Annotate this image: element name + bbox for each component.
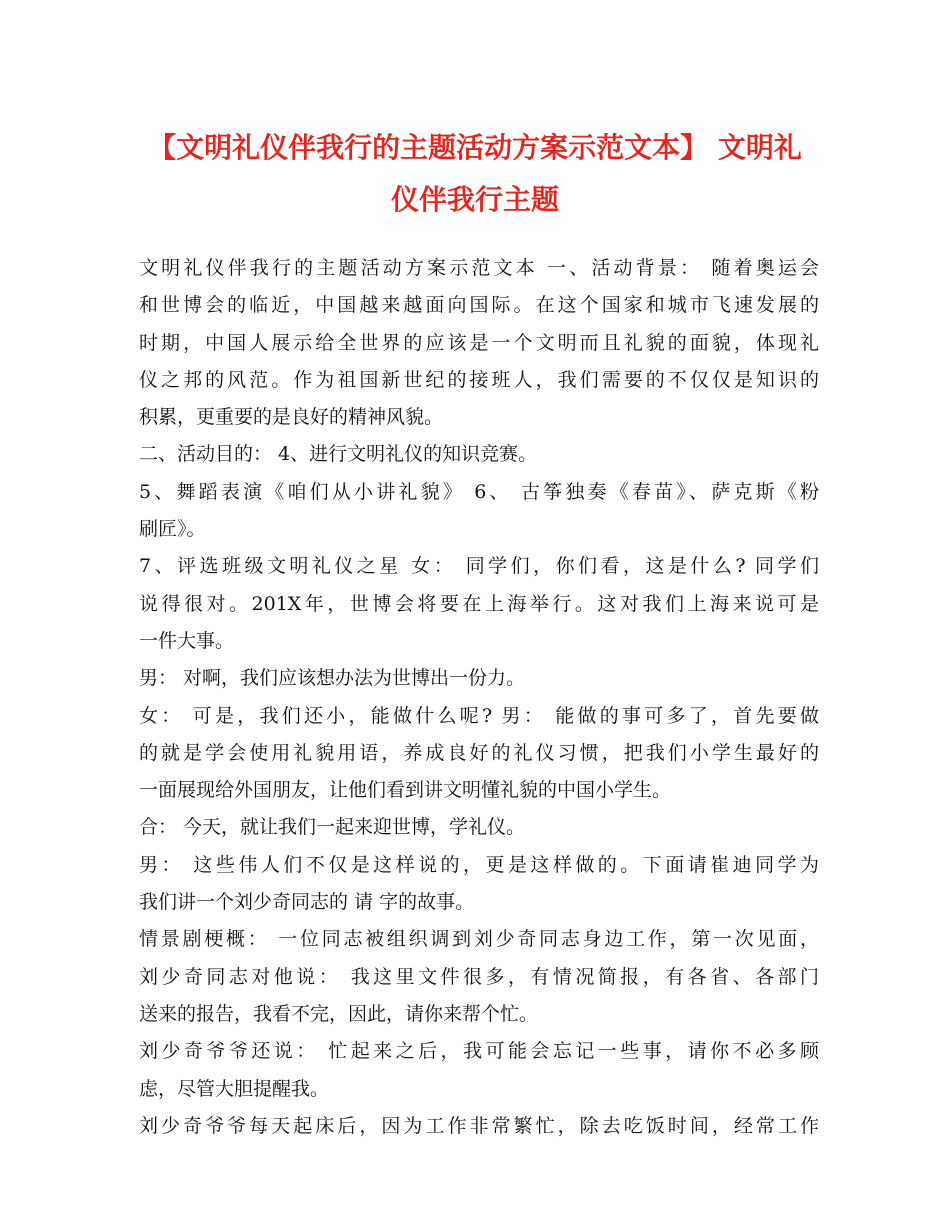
body-line: 刷匠》。: [139, 518, 206, 541]
body-line: 7、评选班级文明礼仪之星 女： 同学们，你们看，这是什么? 同学们: [139, 555, 819, 578]
body-line: 一面展现给外国朋友，让他们看到讲文明懂礼貌的中国小学生。: [139, 779, 672, 802]
body-line: 5、舞蹈表演《咱们从小讲礼貌》 6、 古筝独奏《春苗》、萨克斯《粉: [139, 480, 819, 503]
body-line: 我们讲一个刘少奇同志的 请 字的故事。: [139, 891, 475, 914]
body-line: 说得很对。201X年，世博会将要在上海举行。这对我们上海来说可是: [139, 592, 819, 615]
body-line: 积累，更重要的是良好的精神风貌。: [139, 406, 444, 429]
title-line: 【文明礼仪伴我行的主题活动方案示范文本】 文明礼: [148, 131, 802, 164]
body-line: 合： 今天，就让我们一起来迎世博，学礼仪。: [139, 816, 526, 839]
body-line: 虑，尽管大胆提醒我。: [139, 1077, 330, 1100]
document-body: [139, 250, 819, 1145]
body-line: 刘少奇同志对他说： 我这里文件很多，有情况简报，有各省、各部门: [139, 965, 819, 988]
body-line: 情景剧梗概： 一位同志被组织调到刘少奇同志身边工作，第一次见面，: [139, 928, 819, 951]
body-line: 仪之邦的风范。作为祖国新世纪的接班人，我们需要的不仅仅是知识的: [139, 368, 819, 391]
body-line: 男： 这些伟人们不仅是这样说的，更是这样做的。下面请崔迪同学为: [139, 853, 819, 876]
body-line: 和世博会的临近，中国越来越面向国际。在这个国家和城市飞速发展的: [139, 294, 819, 317]
title-line: 仪伴我行主题: [390, 183, 559, 216]
body-line: 刘少奇爷爷每天起床后，因为工作非常繁忙，除去吃饭时间，经常工作: [139, 1114, 819, 1137]
body-line: 女： 可是，我们还小，能做什么呢? 男： 能做的事可多了，首先要做: [139, 704, 819, 727]
body-line: 送来的报告，我看不完，因此，请你来帮个忙。: [139, 1002, 539, 1025]
body-line: 刘少奇爷爷还说： 忙起来之后，我可能会忘记一些事，请你不必多顾: [139, 1040, 819, 1063]
document-title: [100, 122, 850, 226]
body-line: 一件大事。: [139, 629, 235, 652]
body-line: 男： 对啊，我们应该想办法为世博出一份力。: [139, 667, 526, 690]
body-line: 的就是学会使用礼貌用语，养成良好的礼仪习惯，把我们小学生最好的: [139, 741, 819, 764]
body-line: 二、活动目的： 4、进行文明礼仪的知识竞赛。: [139, 443, 538, 466]
body-line: 时期，中国人展示给全世界的应该是一个文明而且礼貌的面貌，体现礼: [139, 331, 819, 354]
body-line: 文明礼仪伴我行的主题活动方案示范文本 一、活动背景： 随着奥运会: [139, 257, 819, 279]
